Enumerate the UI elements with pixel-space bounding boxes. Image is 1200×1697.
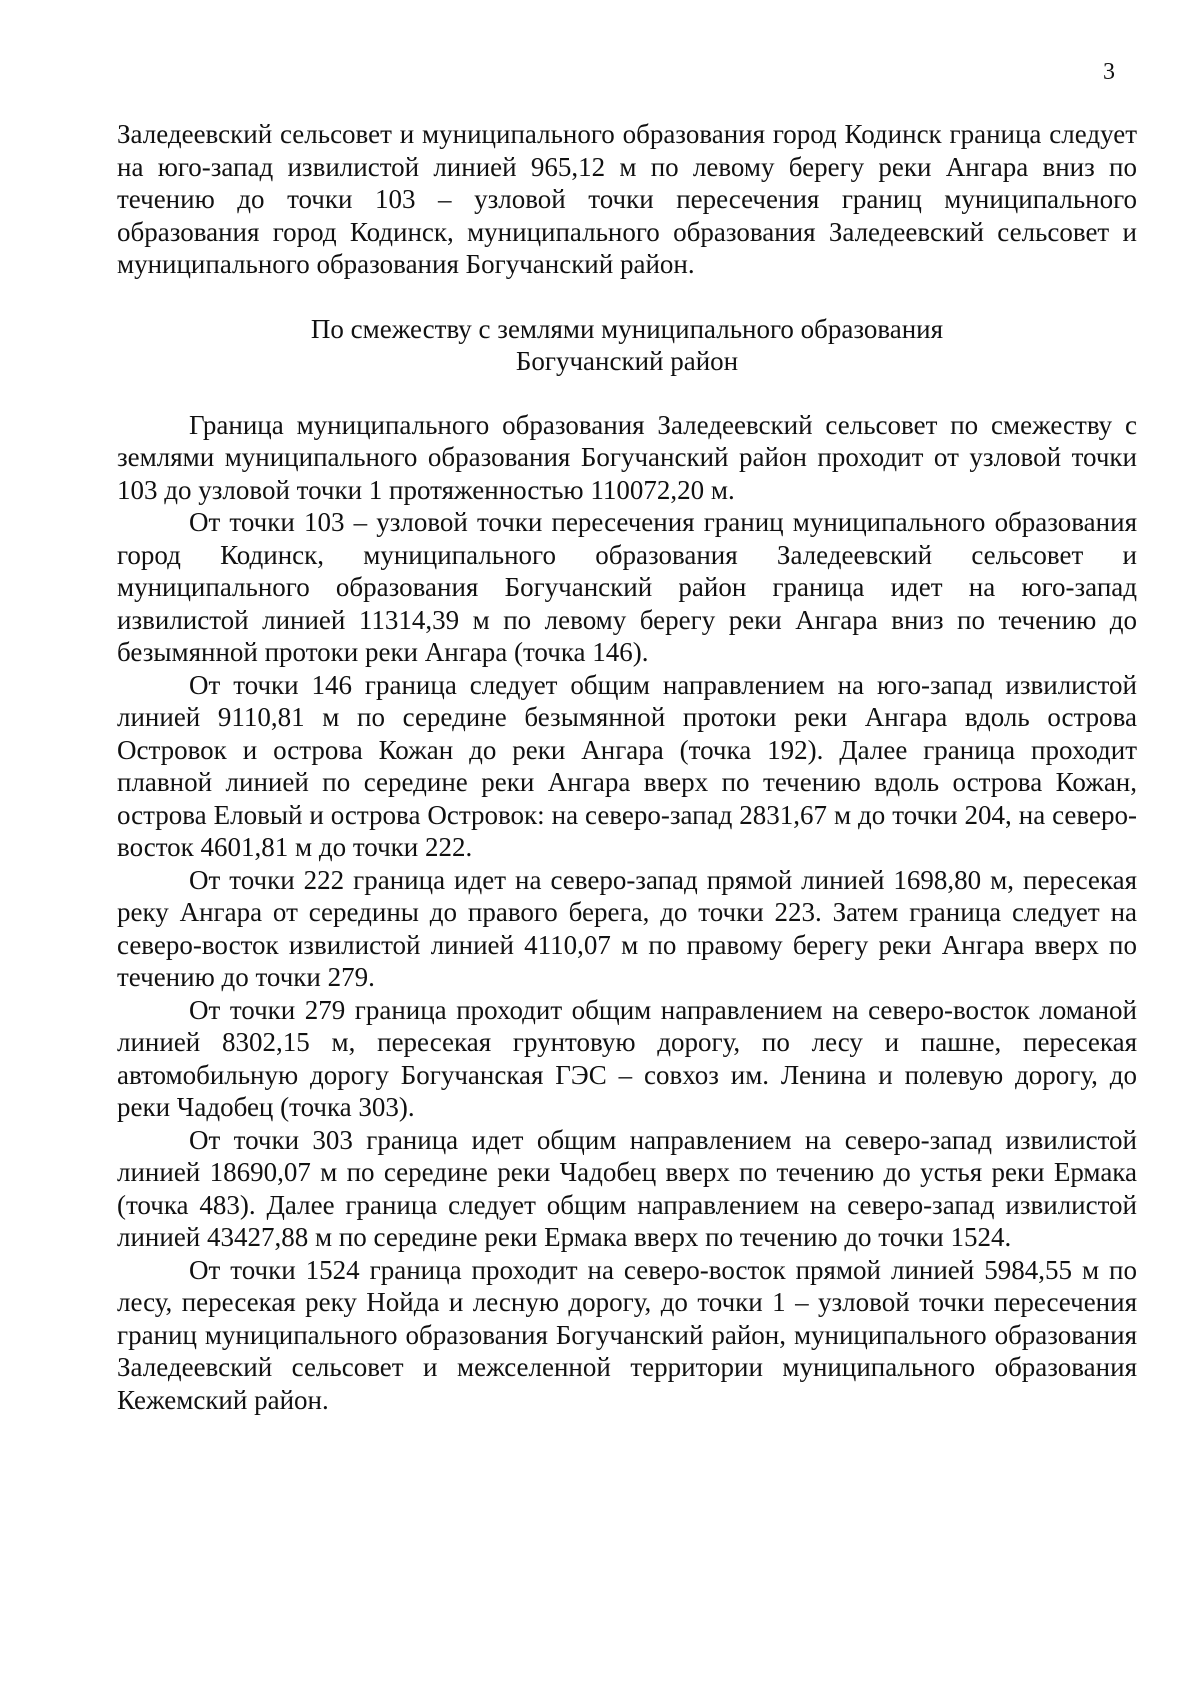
document-body bbox=[117, 118, 1137, 1416]
intro-paragraph: Заледеевский сельсовет и муниципального образования город Кодинск граница следует на юго-запад извилистой линией 965,12 м по левому берегу реки Ангара вниз по течению до точки 103 – узловой точки пересечения границ муниципального образования город Кодинск, муниципального образования Заледеевский сельсовет и муниципального образования Богучанский район. bbox=[117, 119, 1137, 279]
paragraph: От точки 146 граница следует общим направлением на юго-запад извилистой линией 9110,81 м по середине безымянной протоки реки Ангара вдоль острова Островок и острова Кожан до реки Ангара (точка 192). Далее граница проходит плавной линией по середине реки Ангара вверх по течению вдоль острова Кожан, острова Еловый и острова Островок: на северо-запад 2831,67 м до точки 204, на северо-восток 4601,81 м до точки 222. bbox=[117, 669, 1137, 862]
section-heading bbox=[117, 313, 1137, 378]
paragraph: От точки 303 граница идет общим направлением на северо-запад извилистой линией 18690,07 м по середине реки Чадобец вверх по течению до устья реки Ермака (точка 483). Далее граница следует общим направлением на северо-запад извилистой линией 43427,88 м по середине реки Ермака вверх по течению до точки 1524. bbox=[117, 1124, 1137, 1252]
page-number: 3 bbox=[1103, 59, 1115, 85]
paragraph: От точки 279 граница проходит общим направлением на северо-восток ломаной линией 8302,15 м, пересекая грунтовую дорогу, по лесу и пашне, пересекая автомобильную дорогу Богучанская ГЭС – совхоз им. Ленина и полевую дорогу, до реки Чадобец (точка 303). bbox=[117, 994, 1137, 1122]
paragraph: Граница муниципального образования Заледеевский сельсовет по смежеству с землями муниципального образования Богучанский район проходит от узловой точки 103 до узловой точки 1 протяженностью 110072,20 м. bbox=[117, 409, 1137, 505]
section-heading-line-1: По смежеству с землями муниципального образования bbox=[310, 313, 944, 344]
section-heading-line-2: Богучанский район bbox=[515, 346, 739, 376]
paragraph: От точки 103 – узловой точки пересечения границ муниципального образования город Кодинск, муниципального образования Заледеевский сельсовет и муниципального образования Богучанский район граница идет на юго-запад извилистой линией 11314,39 м по левому берегу реки Ангара вниз по течению до безымянной протоки реки Ангара (точка 146). bbox=[117, 507, 1137, 667]
paragraph: От точки 222 граница идет на северо-запад прямой линией 1698,80 м, пересекая реку Ангара от середины до правого берега, до точки 223. Затем граница следует на северо-восток извилистой линией 4110,07 м по правому берегу реки Ангара вверх по течению до точки 279. bbox=[117, 864, 1137, 992]
paragraph: От точки 1524 граница проходит на северо-восток прямой линией 5984,55 м по лесу, пересекая реку Нойда и лесную дорогу, до точки 1 – узловой точки пересечения границ муниципального образования Богучанский район, муниципального образования Заледеевский сельсовет и межселенной территории муниципального образования Кежемский район. bbox=[117, 1254, 1137, 1415]
